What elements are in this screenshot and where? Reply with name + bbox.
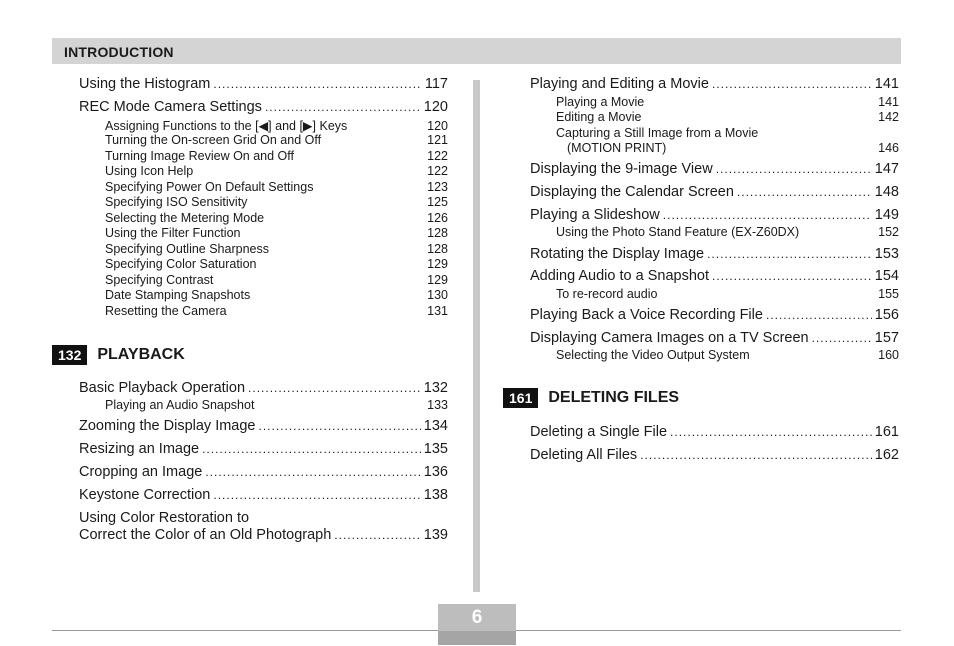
toc-subentry[interactable] <box>105 211 448 225</box>
toc-entry[interactable] <box>530 447 899 463</box>
column-divider <box>473 80 480 592</box>
toc-entry-label: Basic Playback Operation <box>79 380 246 396</box>
toc-entry-label: Date Stamping Snapshots <box>105 288 251 302</box>
toc-subentry[interactable] <box>105 164 448 178</box>
toc-page-number: 128 <box>427 242 448 256</box>
toc-entry-label: Using Icon Help <box>105 164 194 178</box>
toc-subentry[interactable] <box>105 226 448 240</box>
toc-subentry[interactable] <box>105 180 448 194</box>
toc-entry-label: Deleting a Single File <box>530 424 668 440</box>
toc-entry-label: Using the Histogram <box>79 76 211 92</box>
toc-entry[interactable] <box>530 307 899 323</box>
section-deleting-files <box>503 388 679 408</box>
toc-page-number: 162 <box>874 447 899 463</box>
toc-subentry[interactable] <box>105 118 448 133</box>
toc-entry-label: Playing and Editing a Movie <box>530 76 709 92</box>
toc-entry-label: To re-record audio <box>556 287 658 301</box>
toc-entry-label: Playing Back a Voice Recording File <box>530 307 763 323</box>
toc-entry-label: Editing a Movie <box>556 110 642 124</box>
toc-page-number: 129 <box>427 257 448 271</box>
toc-entry-label: Specifying Color Saturation <box>105 257 257 271</box>
toc-entry[interactable] <box>79 99 448 115</box>
toc-page-number: 133 <box>427 398 448 412</box>
toc-entry-label: Displaying the Calendar Screen <box>530 184 734 200</box>
toc-page-number: 147 <box>874 161 899 177</box>
toc-entry-label: Assigning Functions to the [◀] and [▶] Keys <box>105 119 348 133</box>
toc-entry-label: Playing an Audio Snapshot <box>105 398 255 412</box>
toc-page-number: 152 <box>878 225 899 239</box>
toc-page-number: 146 <box>878 141 899 155</box>
toc-entry-label: Adding Audio to a Snapshot <box>530 268 709 284</box>
toc-page-number: 121 <box>427 133 448 147</box>
toc-subentry[interactable] <box>105 133 448 147</box>
toc-page-number: 130 <box>427 288 448 302</box>
toc-page-number: 138 <box>423 487 448 503</box>
toc-page-number: 157 <box>874 330 899 346</box>
section-badge: 161 <box>503 388 538 408</box>
toc-subentry[interactable] <box>105 304 448 318</box>
dot-leader <box>259 419 421 433</box>
toc-page-number: 142 <box>878 110 899 124</box>
toc-page-number: 125 <box>427 195 448 209</box>
toc-page-number: 122 <box>427 149 448 163</box>
toc-entry-label: Specifying Contrast <box>105 273 214 287</box>
toc-subentry[interactable] <box>556 287 899 301</box>
toc-page-number: 161 <box>874 424 899 440</box>
toc-subentry[interactable] <box>556 126 899 140</box>
toc-entry-label: Zooming the Display Image <box>79 418 256 434</box>
toc-page-number: 141 <box>874 76 899 92</box>
toc-subentry[interactable] <box>556 348 899 362</box>
toc-entry-label: Selecting the Video Output System <box>556 348 750 362</box>
toc-subentry[interactable] <box>105 273 448 287</box>
toc-page-number: 122 <box>427 164 448 178</box>
toc-page-number: 141 <box>878 95 899 109</box>
toc-entry-label: Playing a Movie <box>556 95 645 109</box>
toc-page-number: 120 <box>427 119 448 133</box>
section-playback <box>52 345 185 365</box>
toc-entry[interactable] <box>530 330 899 346</box>
toc-entry[interactable] <box>530 246 899 262</box>
dot-leader <box>766 308 872 322</box>
toc-entry[interactable] <box>79 510 448 526</box>
dot-leader <box>205 465 420 479</box>
toc-subentry[interactable] <box>556 110 899 124</box>
toc-page-number: 149 <box>874 207 899 223</box>
toc-subentry[interactable] <box>105 288 448 302</box>
toc-page-number: 131 <box>427 304 448 318</box>
toc-entry-label: (MOTION PRINT) <box>567 141 667 155</box>
toc-entry-label: Deleting All Files <box>530 447 638 463</box>
dot-leader <box>334 528 421 542</box>
section-title: DELETING FILES <box>548 389 680 406</box>
toc-page-number: 123 <box>427 180 448 194</box>
toc-subentry[interactable] <box>105 257 448 271</box>
toc-entry[interactable] <box>530 207 899 223</box>
dot-leader <box>248 381 421 395</box>
toc-entry-label: Displaying Camera Images on a TV Screen <box>530 330 809 346</box>
toc-entry[interactable] <box>79 487 448 503</box>
dot-leader <box>707 247 872 261</box>
toc-entry-label: Keystone Correction <box>79 487 211 503</box>
toc-entry[interactable] <box>79 380 448 396</box>
dot-leader <box>265 100 421 114</box>
toc-subentry[interactable] <box>105 195 448 209</box>
toc-page-number: 156 <box>874 307 899 323</box>
toc-entry-label: Capturing a Still Image from a Movie <box>556 126 759 140</box>
toc-page-number: 126 <box>427 211 448 225</box>
toc-entry-label: Turning the On-screen Grid On and Off <box>105 133 322 147</box>
toc-page-number: 154 <box>874 268 899 284</box>
toc-page-number: 153 <box>874 246 899 262</box>
toc-entry-label: Resetting the Camera <box>105 304 227 318</box>
dot-leader <box>670 425 872 439</box>
toc-page-number: 155 <box>878 287 899 301</box>
toc-page-number: 148 <box>874 184 899 200</box>
toc-entry[interactable] <box>79 464 448 480</box>
toc-entry-label: Playing a Slideshow <box>530 207 660 223</box>
dot-leader <box>812 331 872 345</box>
dot-leader <box>737 185 872 199</box>
dot-leader <box>716 162 872 176</box>
toc-entry[interactable] <box>530 76 899 92</box>
toc-entry-label: Using the Filter Function <box>105 226 241 240</box>
dot-leader <box>712 269 872 283</box>
toc-entry-label: Displaying the 9-image View <box>530 161 713 177</box>
dot-leader <box>640 448 872 462</box>
header-title: INTRODUCTION <box>64 44 174 60</box>
toc-page-number: 160 <box>878 348 899 362</box>
dot-leader <box>213 77 422 91</box>
toc-subentry[interactable] <box>105 242 448 256</box>
toc-subentry[interactable] <box>105 149 448 163</box>
toc-entry[interactable] <box>79 441 448 457</box>
toc-subentry[interactable] <box>556 225 899 239</box>
toc-entry-label: Cropping an Image <box>79 464 203 480</box>
toc-entry-label: Correct the Color of an Old Photograph <box>79 527 332 543</box>
toc-entry-label: Selecting the Metering Mode <box>105 211 265 225</box>
page-box-shade <box>438 631 516 645</box>
toc-entry-label: Using Color Restoration to <box>79 510 250 526</box>
toc-page-number: 120 <box>423 99 448 115</box>
toc-entry-label: Rotating the Display Image <box>530 246 705 262</box>
toc-entry-label: Resizing an Image <box>79 441 200 457</box>
toc-subentry[interactable] <box>556 95 899 109</box>
toc-entry-label: Turning Image Review On and Off <box>105 149 294 163</box>
toc-entry[interactable] <box>79 418 448 434</box>
toc-page-number: 117 <box>424 76 448 92</box>
page-number-box <box>438 604 516 645</box>
toc-page-number: 129 <box>427 273 448 287</box>
toc-entry[interactable] <box>530 268 899 284</box>
section-title: PLAYBACK <box>97 346 185 363</box>
toc-page-number: 136 <box>423 464 448 480</box>
dot-leader <box>213 488 420 502</box>
page-number: 6 <box>471 607 483 628</box>
toc-page-number: 132 <box>423 380 448 396</box>
toc-entry-label: Specifying ISO Sensitivity <box>105 195 248 209</box>
toc-page-number: 139 <box>423 527 448 543</box>
toc-page-number: 134 <box>423 418 448 434</box>
dot-leader <box>202 442 421 456</box>
dot-leader <box>712 77 872 91</box>
toc-entry-label: Specifying Power On Default Settings <box>105 180 314 194</box>
toc-entry-label: Specifying Outline Sharpness <box>105 242 269 256</box>
toc-entry[interactable] <box>79 76 448 92</box>
toc-page-number: 128 <box>427 226 448 240</box>
toc-entry[interactable] <box>530 424 899 440</box>
dot-leader <box>663 208 872 222</box>
toc-entry[interactable] <box>530 161 899 177</box>
toc-entry-label: REC Mode Camera Settings <box>79 99 262 115</box>
section-badge: 132 <box>52 345 87 365</box>
toc-page-number: 135 <box>423 441 448 457</box>
toc-entry[interactable] <box>530 184 899 200</box>
toc-subentry[interactable] <box>105 398 448 412</box>
toc-subentry[interactable] <box>567 141 899 155</box>
toc-entry-label: Using the Photo Stand Feature (EX-Z60DX) <box>556 225 800 239</box>
toc-entry[interactable] <box>79 527 448 543</box>
header-bar <box>52 38 901 64</box>
